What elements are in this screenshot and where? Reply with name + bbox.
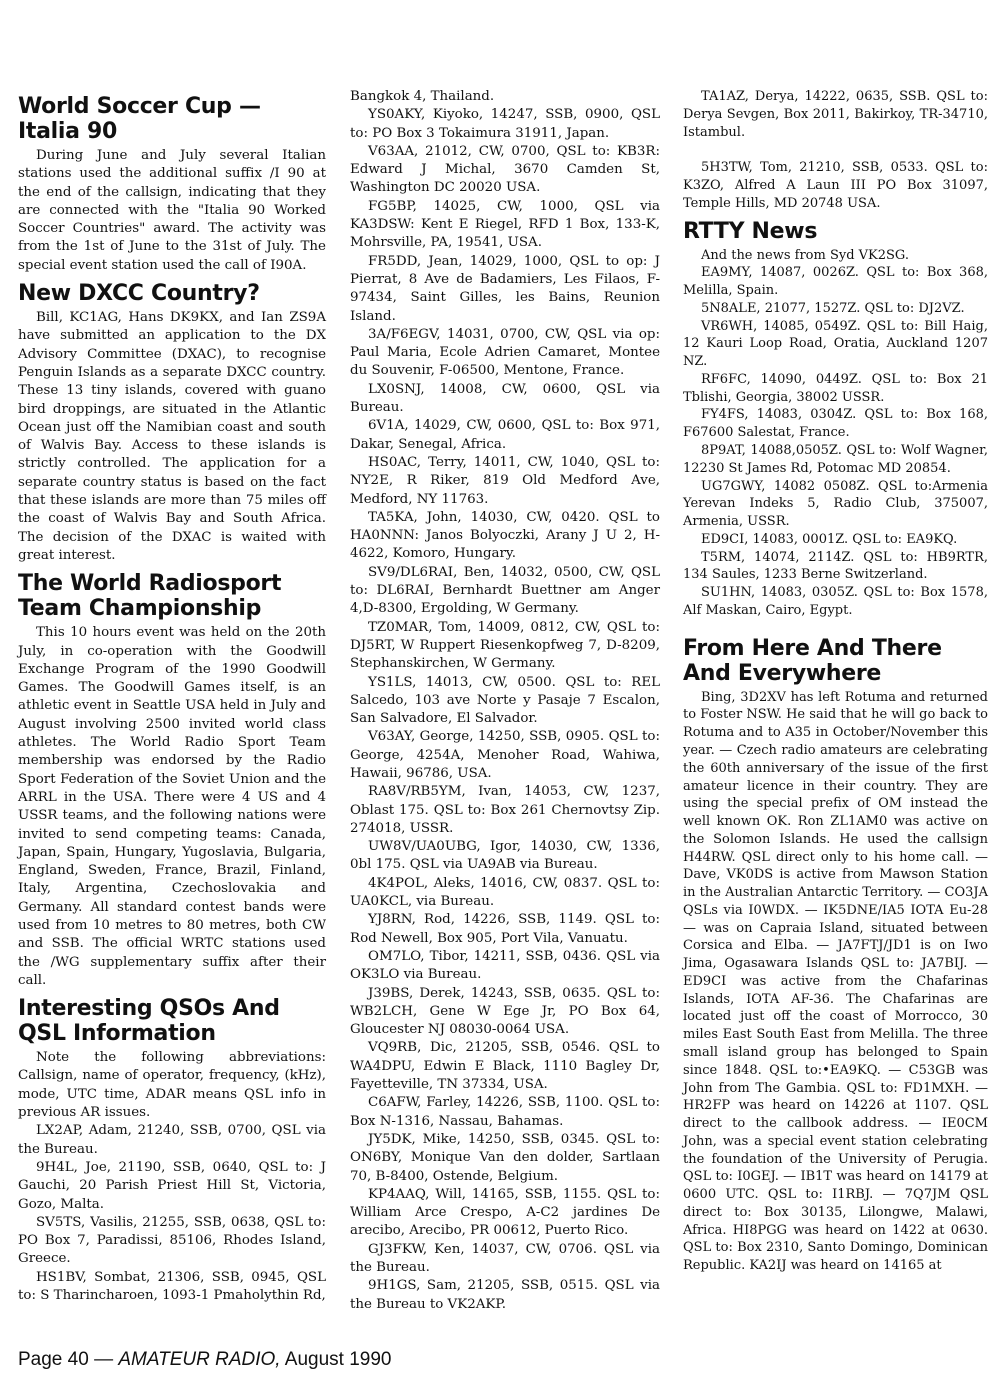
rtty-entry: ED9CI, 14083, 0001Z. QSL to: EA9KQ. <box>701 531 958 547</box>
qsl-entry: 6V1A, 14029, CW, 0600, QSL to: Box 971, Dakar, Senegal, Africa. <box>350 418 660 452</box>
qsl-entry: GJ3FKW, Ken, 14037, CW, 0706. QSL via the Bureau. <box>350 1241 660 1275</box>
qsl-entry: OM7LO, Tibor, 14211, SSB, 0436. QSL via OK3LO via Bureau. <box>350 948 660 983</box>
qsl-entry: V63AA, 21012, CW, 0700, QSL to: KB3R: Edward J Michal, 3670 Camden St, Washington DC 20020 USA. <box>350 143 660 196</box>
qsl-entry: HS1BV, Sombat, 21306, SSB, 0945, QSL to: S Tharincharoen, 1093-1 Pmaholythin Rd, <box>18 1269 326 1304</box>
rtty-entry: 8P9AT, 14088,0505Z. QSL to: Wolf Wagner, 12230 St James Rd, Potomac MD 20854. <box>683 443 988 476</box>
qsl-entry: J39BS, Derek, 14243, SSB, 0635. QSL to: WB2LCH, Gene W Ege Jr, PO Box 64, Gloucester NJ 08030-0064 USA. <box>350 985 660 1038</box>
paragraph: This 10 hours event was held on the 20th July, in co-operation with the Goodwill Exchange Program of the 1990 Goodwill Games. The Goodwill Games itself, is an athletic event in Seattle USA held in July and August involving 2500 invited world class athletes. The World Radio Sport Team membership was endorsed by the Radio Sport Federation of the Soviet Union and the ARRL in the USA. There were 4 US and 4 USSR teams, and the following nations were invited to send competing teams: Canada, Japan, Spain, Hungary, Yugoslavia, Bulgaria, England, Sweden, France, Brazil, Finland, Italy, Argentina, Czechoslovakia and Germany. All standard contest bands were used from 10 metres to 80 metres, both CW and SSB. The official WRTC stations used the /WG supplementary suffix after their call. <box>18 625 326 988</box>
rtty-entry: SU1HN, 14083, 0305Z. QSL to: Box 1578, Alf Maskan, Cairo, Egypt. <box>683 585 988 618</box>
column-3 <box>683 88 988 1275</box>
qsl-entry: SV5TS, Vasilis, 21255, SSB, 0638, QSL to: PO Box 7, Paradissi, 85106, Rhodes Island, Greece. <box>18 1214 326 1267</box>
rtty-entry: 5N8ALE, 21077, 1527Z. QSL to: DJ2VZ. <box>701 300 965 316</box>
heading-rtty-news: RTTY News <box>683 218 818 244</box>
qsl-entry: FG5BP, 14025, CW, 1000, QSL via KA3DSW: Kent E Riegel, RFD 1 Box, 133-K, Mohrsville, PA, 19541, USA. <box>350 198 660 251</box>
rtty-entry: And the news from Syd VK2SG. <box>701 247 909 263</box>
qsl-entry: FR5DD, Jean, 14029, 1000, QSL to op: J Pierrat, 8 Ave de Badamiers, Les Filaos, F-97434, Saint Gilles, les Bains, Reunion Island. <box>350 253 660 324</box>
rtty-entry: EA9MY, 14087, 0026Z. QSL to: Box 368, Melilla, Spain. <box>683 265 988 299</box>
rtty-entry: FY4FS, 14083, 0304Z. QSL to: Box 168, F67600 Salestat, France. <box>683 407 988 441</box>
paragraph: During June and July several Italian stations used the additional suffix /I 90 at the end of the callsign, indicating that they are connected with the "Italia 90 Worked Soccer Countries" award. The activity was from the 1st of June to the 31st of July. The special event station used the call of I90A. <box>18 148 326 273</box>
qsl-entry: YJ8RN, Rod, 14226, SSB, 1149. QSL to: Rod Newell, Box 905, Port Vila, Vanuatu. <box>350 912 660 946</box>
qsl-entry: 3A/F6EGV, 14031, 0700, CW, QSL via op: Paul Maria, Ecole Adrien Camaret, Montee du Souvenir, F-06500, Mentone, France. <box>350 326 660 379</box>
qsl-entry: LX0SNJ, 14008, CW, 0600, QSL via Bureau. <box>350 381 660 416</box>
column-2 <box>350 88 660 1314</box>
heading-world-radiosport: The World Radiosport Team Championship <box>18 571 282 622</box>
rtty-entry: VR6WH, 14085, 0549Z. QSL to: Bill Haig, 12 Kauri Loop Road, Oratia, Auckland 1207 NZ. <box>683 318 988 370</box>
heading-interesting-qsos: Interesting QSOs And QSL Information <box>18 996 280 1047</box>
rtty-entry: T5RM, 14074, 2114Z. QSL to: HB9RTR, 134 Saules, 1233 Berne Switzerland. <box>683 549 988 583</box>
qsl-entry: 5H3TW, Tom, 21210, SSB, 0533. QSL to: K3ZO, Alfred A Laun III PO Box 31097, Temple Hills, MD 20748 USA. <box>683 160 988 211</box>
qsl-entry: TZ0MAR, Tom, 14009, 0812, CW, QSL to: DJ5RT, W Ruppert Riesenkopfweg 7, D-8209, Stephanskirchen, W Germany. <box>350 619 660 672</box>
paragraph: Bing, 3D2XV has left Rotuma and returned to Foster NSW. He said that he will go back to Rotuma and to A35 in October/November this year. — Czech radio amateurs are celebrating the 60th anniversary of the issue of the first amateur licence in their country. They are using the special prefix of OM instead the well known OK. Ron ZL1AM0 was active on the Solomon Islands. He used the callsign H44RW. QSL direct only to his home call. — Dave, VK0DS is active from Mawson Station in the Australian Antarctic Territory. — CO3JA QSLs via I0WDX. — IK5DNE/IA5 IOTA Eu-28 — was on Capraia Island, situated between Corsica and Elba. — JA7FTJ/JD1 is on Iwo Jima, Ogasawara Islands QSL to: JA7BIJ. — ED9CI was active from the Chafarinas Islands, IOTA AF-36. The Chafarinas are located just off the coast of Morrocco, 30 miles East South East from Melilla. The three small island group has belonged to Spain since 1848. QSL to:•EA9KQ. — C53GB was John from The Gambia. QSL to: FD1MXH. — HR2FP was heard on 14226 at 1107. QSL direct to the callbook address. — IE0CM John, was a special event station celebrating the foundation of the University of Perugia. QSL to: I0GEJ. — IB1T was heard on 14179 at 0600 UTC. QSL to: I1RBJ. — 7Q7JM QSL direct to: Box 30135, Lilongwe, Malawi, Africa. HI8PGG was heard on 1422 at 0630. QSL to: Box 2310, Santo Domingo, Dominican Republic. KA2IJ was heard on 14165 at <box>683 689 988 1274</box>
page-footer <box>18 1348 392 1372</box>
qsl-entry: C6AFW, Farley, 14226, SSB, 1100. QSL to: Box N-1316, Nassau, Bahamas. <box>350 1095 660 1129</box>
qsl-entry: JY5DK, Mike, 14250, SSB, 0345. QSL to: ON6BY, Monique Van den dolder, Sartlaan 70, B-8400, Ostende, Belgium. <box>350 1131 660 1184</box>
rtty-entry: UG7GWY, 14082 0508Z. QSL to:Armenia Yerevan Indeks 5, Radio Club, 375007, Armenia, USSR. <box>683 478 988 530</box>
qsl-entry: 9H4L, Joe, 21190, SSB, 0640, QSL to: J Gauchi, 20 Parish Priest Hill St, Victoria, Gozo, Malta. <box>18 1159 326 1212</box>
qsl-entry: LX2AP, Adam, 21240, SSB, 0700, QSL via the Bureau. <box>18 1123 326 1157</box>
qsl-entry: KP4AAQ, Will, 14165, SSB, 1155. QSL to: William Arce Crespo, A-C2 jardines De arecibo, Arecibo, PR 00612, Puerto Rico. <box>350 1186 660 1239</box>
qsl-entry: Bangkok 4, Thailand. <box>350 89 495 104</box>
qsl-entry: RA8V/RB5YM, Ivan, 14053, CW, 1237, Oblast 175. QSL to: Box 261 Chernovtsy Zip. 274018, USSR. <box>350 784 660 836</box>
qsl-entry: UW8V/UA0UBG, Igor, 14030, CW, 1336, 0bl 175. QSL via UA9AB via Bureau. <box>350 839 660 873</box>
heading-new-dxcc-country: New DXCC Country? <box>18 281 260 307</box>
qsl-entry: VQ9RB, Dic, 21205, SSB, 0546. QSL to WA4DPU, Edwin E Black, 1110 Bagley Dr, Fayetteville, TN 37334, USA. <box>350 1040 660 1093</box>
heading-world-soccer-cup: World Soccer Cup — Italia 90 <box>18 94 261 144</box>
qsl-entry: TA5KA, John, 14030, CW, 0420. QSL to HA0NNN: Janos Bolyoczki, Arany J U 2, H-4622, Komoro, Hungary. <box>350 509 660 562</box>
footer-magazine: AMATEUR RADIO, <box>118 1349 281 1370</box>
footer-page: Page 40 — <box>18 1349 119 1370</box>
footer-date: August 1990 <box>280 1349 392 1370</box>
paragraph: Bill, KC1AG, Hans DK9KX, and Ian ZS9A have submitted an application to the DX Advisory Committee (DXAC), to recognise Penguin Islands as a separate DXCC country. These 13 tiny islands, covered with guano bird droppings, are situated in the Atlantic Ocean just off the Namibian coast and south of Walvis Bay. Access to these islands is strictly controlled. The application for a separate country status is based on the fact that these islands are more than 75 miles off the coast of Walvis Bay and South Africa. The decision of the DXAC is waited with great interest. <box>18 310 326 563</box>
heading-from-here-and-there: From Here And There And Everywhere <box>683 635 942 686</box>
qsl-entry: V63AY, George, 14250, SSB, 0905. QSL to: George, 4254A, Menoher Road, Wahiwa, Hawaii, 96786, USA. <box>350 729 660 781</box>
qsl-entry: 4K4POL, Aleks, 14016, CW, 0837. QSL to: UA0KCL, via Bureau. <box>350 875 660 910</box>
column-1 <box>18 88 326 1305</box>
qsl-entry: SV9/DL6RAI, Ben, 14032, 0500, CW, QSL to: DL6RAI, Bernhardt Buettner am Anger 4,D-8300, Ergolding, W Germany. <box>350 564 660 617</box>
qsl-entry: TA1AZ, Derya, 14222, 0635, SSB. QSL to: Derya Sevgen, Box 2011, Bakirkoy, TR-34710, Istambul. <box>683 89 988 140</box>
paragraph: Note the following abbreviations: Callsign, name of operator, frequency, (kHz), mode, UTC time, ADAR means QSL info in previous AR issues. <box>18 1050 326 1121</box>
qsl-entry: YS0AKY, Kiyoko, 14247, SSB, 0900, QSL to: PO Box 3 Tokaimura 31911, Japan. <box>350 107 660 141</box>
qsl-entry: 9H1GS, Sam, 21205, SSB, 0515. QSL via the Bureau to VK2AKP. <box>350 1278 660 1312</box>
qsl-entry: YS1LS, 14013, CW, 0500. QSL to: REL Salcedo, 103 ave Norte y Pasaje 7 Escalon, San Salvadore, El Salvador. <box>350 674 660 727</box>
qsl-entry: HS0AC, Terry, 14011, CW, 1040, QSL to: NY2E, R Riker, 819 Old Medford Ave, Medford, NY 11763. <box>350 454 660 507</box>
rtty-entry: RF6FC, 14090, 0449Z. QSL to: Box 21 Tblishi, Georgia, 38002 USSR. <box>683 371 988 405</box>
